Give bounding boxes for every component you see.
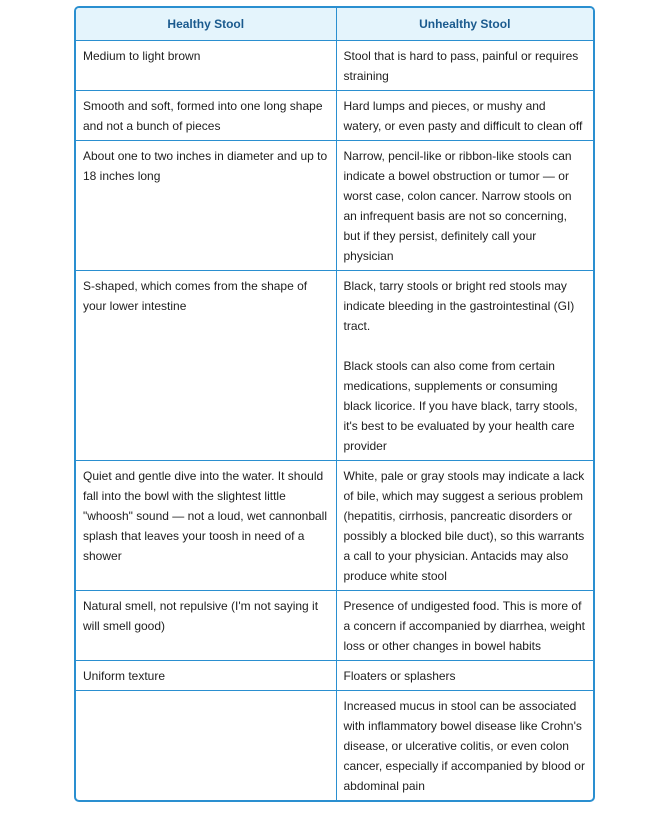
- stool-table: [76, 8, 593, 800]
- table-row: [76, 461, 593, 591]
- unhealthy-paragraph: Floaters or splashers: [343, 669, 456, 683]
- unhealthy-cell: [336, 661, 593, 691]
- table-row: [76, 691, 593, 801]
- healthy-cell: Smooth and soft, formed into one long shape and not a bunch of pieces: [76, 91, 336, 141]
- healthy-cell: Medium to light brown: [83, 49, 201, 63]
- unhealthy-paragraph: Black stools can also come from certain medications, supplements or consuming black licorice. If you have black, tarry stools, it's best to be evaluated by your health care provider: [343, 359, 578, 453]
- unhealthy-paragraph: Narrow, pencil-like or ribbon-like stools can indicate a bowel obstruction or tumor — or worst case, colon cancer. Narrow stools on an infrequent basis are not so concerning, but if they persist, definitely call your physician: [343, 149, 572, 263]
- header-unhealthy-stool: Unhealthy Stool: [336, 8, 593, 41]
- unhealthy-paragraph: Stool that is hard to pass, painful or requires straining: [343, 49, 579, 83]
- table-row: [76, 591, 593, 661]
- table-row: [76, 41, 593, 91]
- unhealthy-paragraph: Presence of undigested food. This is more of a concern if accompanied by diarrhea, weight loss or other changes in bowel habits: [343, 599, 585, 653]
- healthy-cell: [76, 691, 336, 801]
- healthy-cell: S-shaped, which comes from the shape of your lower intestine: [76, 271, 336, 461]
- table-row: [76, 661, 593, 691]
- header-healthy-stool: Healthy Stool: [76, 8, 336, 41]
- unhealthy-cell: [336, 41, 593, 91]
- unhealthy-cell: [336, 271, 593, 461]
- table-row: [76, 141, 593, 271]
- unhealthy-cell: [336, 461, 593, 591]
- header-row: [76, 8, 593, 41]
- table-row: [76, 271, 593, 461]
- healthy-cell: Quiet and gentle dive into the water. It should fall into the bowl with the slightest little "whoosh" sound — not a loud, wet cannonball splash that leaves your toosh in need of a shower: [76, 461, 336, 591]
- comparison-table: [74, 6, 595, 802]
- unhealthy-paragraph: Hard lumps and pieces, or mushy and watery, or even pasty and difficult to clean off: [343, 99, 583, 133]
- table-body: [76, 41, 593, 801]
- unhealthy-cell: [336, 591, 593, 661]
- healthy-cell: Uniform texture: [76, 661, 336, 691]
- unhealthy-paragraph: White, pale or gray stools may indicate a lack of bile, which may suggest a serious problem (hepatitis, cirrhosis, pancreatic disorders or possibly a blocked bile duct), so this warrants a call to your physician. Antacids may also produce white stool: [343, 469, 585, 583]
- unhealthy-cell: [336, 141, 593, 271]
- healthy-cell: Natural smell, not repulsive (I'm not saying it will smell good): [76, 591, 336, 661]
- unhealthy-cell: [336, 91, 593, 141]
- unhealthy-paragraph: Black, tarry stools or bright red stools may indicate bleeding in the gastrointestinal (GI) tract.: [343, 279, 575, 333]
- unhealthy-paragraph: Increased mucus in stool can be associated with inflammatory bowel disease like Crohn's disease, or ulcerative colitis, or even colon cancer, especially if accompanied by blood or abdominal pain: [343, 699, 585, 793]
- healthy-cell: About one to two inches in diameter and up to 18 inches long: [76, 141, 336, 271]
- table-row: [76, 91, 593, 141]
- unhealthy-cell: [336, 691, 593, 801]
- table-header: [76, 8, 593, 41]
